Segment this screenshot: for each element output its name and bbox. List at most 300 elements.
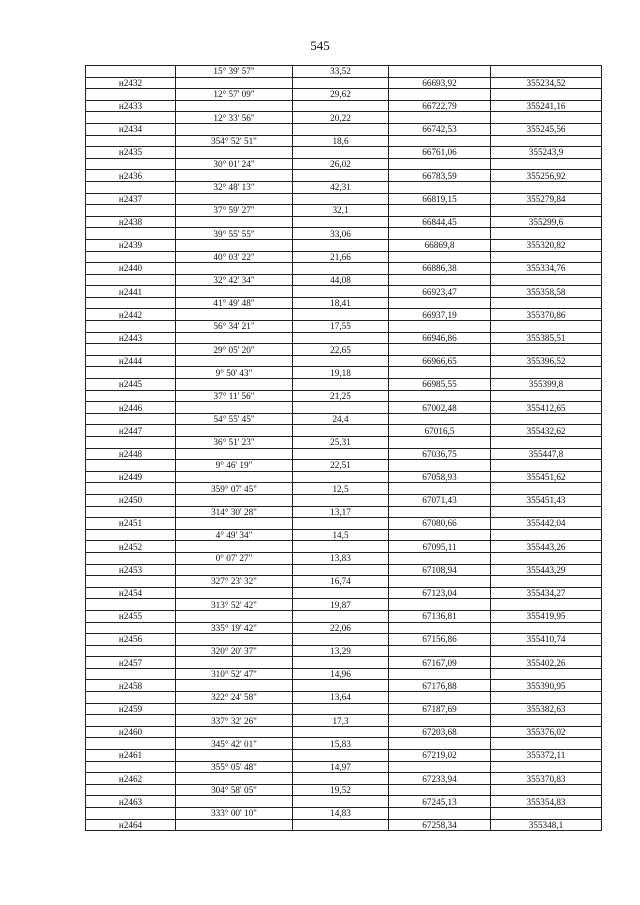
direction-angle: 56° 34' 21" — [176, 321, 293, 333]
empty-cell — [293, 564, 389, 576]
empty-cell — [491, 344, 602, 356]
point-row — [86, 819, 602, 831]
empty-cell — [491, 761, 602, 773]
empty-cell — [389, 112, 491, 124]
empty-cell — [86, 529, 176, 541]
empty-cell — [389, 622, 491, 634]
empty-cell — [389, 808, 491, 820]
coordinate-y: 355334,76 — [491, 263, 602, 275]
empty-cell — [86, 297, 176, 309]
empty-cell — [176, 402, 293, 414]
empty-cell — [389, 761, 491, 773]
coordinate-y: 355451,62 — [491, 471, 602, 483]
empty-cell — [389, 158, 491, 170]
point-row — [86, 541, 602, 553]
segment-row — [86, 321, 602, 333]
empty-cell — [176, 448, 293, 460]
point-row — [86, 332, 602, 344]
segment-row — [86, 251, 602, 263]
point-id: н2458 — [86, 680, 176, 692]
empty-cell — [176, 123, 293, 135]
empty-cell — [293, 239, 389, 251]
direction-angle: 314° 30' 28" — [176, 506, 293, 518]
point-row — [86, 634, 602, 646]
coordinate-x: 67108,94 — [389, 564, 491, 576]
empty-cell — [389, 437, 491, 449]
empty-cell — [293, 332, 389, 344]
segment-row — [86, 738, 602, 750]
empty-cell — [86, 251, 176, 263]
coordinate-y: 355234,52 — [491, 77, 602, 89]
point-id: н2434 — [86, 123, 176, 135]
empty-cell — [491, 228, 602, 240]
empty-cell — [176, 657, 293, 669]
coordinate-x: 67058,93 — [389, 471, 491, 483]
empty-cell — [293, 123, 389, 135]
direction-angle: 29° 05' 20" — [176, 344, 293, 356]
empty-cell — [86, 692, 176, 704]
empty-cell — [491, 158, 602, 170]
segment-row — [86, 344, 602, 356]
segment-row — [86, 437, 602, 449]
empty-cell — [491, 274, 602, 286]
empty-cell — [293, 77, 389, 89]
segment-row — [86, 808, 602, 820]
empty-cell — [176, 819, 293, 831]
segment-row — [86, 135, 602, 147]
point-row — [86, 773, 602, 785]
segment-length: 17,55 — [293, 321, 389, 333]
segment-row — [86, 715, 602, 727]
empty-cell — [491, 437, 602, 449]
point-row — [86, 518, 602, 530]
empty-cell — [491, 506, 602, 518]
point-id: н2441 — [86, 286, 176, 298]
empty-cell — [293, 170, 389, 182]
direction-angle: 0° 07' 27" — [176, 552, 293, 564]
segment-length: 33,52 — [293, 66, 389, 78]
segment-length: 13,83 — [293, 552, 389, 564]
point-id: н2460 — [86, 726, 176, 738]
coordinate-x: 66819,15 — [389, 193, 491, 205]
coordinate-y: 355370,83 — [491, 773, 602, 785]
empty-cell — [176, 634, 293, 646]
segment-row — [86, 274, 602, 286]
empty-cell — [293, 402, 389, 414]
empty-cell — [293, 680, 389, 692]
segment-row — [86, 622, 602, 634]
empty-cell — [491, 552, 602, 564]
empty-cell — [491, 599, 602, 611]
point-id: н2450 — [86, 494, 176, 506]
coordinate-y: 355434,27 — [491, 587, 602, 599]
empty-cell — [86, 645, 176, 657]
empty-cell — [389, 599, 491, 611]
empty-cell — [293, 471, 389, 483]
empty-cell — [491, 367, 602, 379]
point-id: н2453 — [86, 564, 176, 576]
coordinate-x: 67233,94 — [389, 773, 491, 785]
direction-angle: 30° 01' 24" — [176, 158, 293, 170]
empty-cell — [293, 425, 389, 437]
empty-cell — [293, 379, 389, 391]
empty-cell — [491, 205, 602, 217]
empty-cell — [86, 321, 176, 333]
coordinate-y: 355443,26 — [491, 541, 602, 553]
point-row — [86, 494, 602, 506]
empty-cell — [389, 483, 491, 495]
segment-length: 20,22 — [293, 112, 389, 124]
empty-cell — [86, 66, 176, 78]
point-id: н2437 — [86, 193, 176, 205]
empty-cell — [86, 158, 176, 170]
coordinate-x: 66886,38 — [389, 263, 491, 275]
point-row — [86, 680, 602, 692]
empty-cell — [491, 66, 602, 78]
segment-row — [86, 529, 602, 541]
empty-cell — [389, 367, 491, 379]
coordinate-y: 355299,6 — [491, 216, 602, 228]
segment-length: 29,62 — [293, 89, 389, 101]
empty-cell — [389, 181, 491, 193]
empty-cell — [491, 251, 602, 263]
empty-cell — [86, 808, 176, 820]
coordinate-x: 67002,48 — [389, 402, 491, 414]
point-row — [86, 425, 602, 437]
coordinate-y: 355320,82 — [491, 239, 602, 251]
coordinate-x: 66761,06 — [389, 147, 491, 159]
empty-cell — [389, 668, 491, 680]
empty-cell — [86, 552, 176, 564]
point-row — [86, 471, 602, 483]
empty-cell — [176, 703, 293, 715]
point-row — [86, 193, 602, 205]
coordinate-x: 67203,68 — [389, 726, 491, 738]
empty-cell — [491, 715, 602, 727]
empty-cell — [86, 599, 176, 611]
empty-cell — [293, 541, 389, 553]
empty-cell — [491, 89, 602, 101]
point-id: н2432 — [86, 77, 176, 89]
empty-cell — [389, 576, 491, 588]
segment-row — [86, 297, 602, 309]
segment-length: 24,4 — [293, 413, 389, 425]
empty-cell — [176, 216, 293, 228]
point-row — [86, 123, 602, 135]
segment-length: 19,18 — [293, 367, 389, 379]
empty-cell — [176, 680, 293, 692]
coordinate-y: 355432,62 — [491, 425, 602, 437]
point-id: н2446 — [86, 402, 176, 414]
empty-cell — [293, 819, 389, 831]
empty-cell — [293, 448, 389, 460]
segment-row — [86, 228, 602, 240]
segment-length: 14,83 — [293, 808, 389, 820]
segment-length: 44,08 — [293, 274, 389, 286]
empty-cell — [491, 529, 602, 541]
empty-cell — [293, 494, 389, 506]
point-id: н2463 — [86, 796, 176, 808]
empty-cell — [176, 773, 293, 785]
empty-cell — [86, 715, 176, 727]
empty-cell — [293, 750, 389, 762]
empty-cell — [491, 460, 602, 472]
coordinate-x: 67176,88 — [389, 680, 491, 692]
segment-length: 33,06 — [293, 228, 389, 240]
coordinate-y: 355241,16 — [491, 100, 602, 112]
coordinate-y: 355442,04 — [491, 518, 602, 530]
segment-length: 17,3 — [293, 715, 389, 727]
empty-cell — [389, 66, 491, 78]
empty-cell — [491, 321, 602, 333]
empty-cell — [176, 355, 293, 367]
empty-cell — [293, 703, 389, 715]
direction-angle: 310° 52' 47" — [176, 668, 293, 680]
segment-length: 13,64 — [293, 692, 389, 704]
empty-cell — [293, 216, 389, 228]
segment-length: 19,87 — [293, 599, 389, 611]
point-id: н2448 — [86, 448, 176, 460]
segment-row — [86, 460, 602, 472]
empty-cell — [176, 332, 293, 344]
empty-cell — [176, 425, 293, 437]
direction-angle: 304° 58' 05" — [176, 784, 293, 796]
empty-cell — [491, 784, 602, 796]
segment-row — [86, 761, 602, 773]
direction-angle: 37° 11' 56" — [176, 390, 293, 402]
empty-cell — [176, 471, 293, 483]
empty-cell — [86, 738, 176, 750]
empty-cell — [389, 321, 491, 333]
coordinate-y: 355390,95 — [491, 680, 602, 692]
point-id: н2452 — [86, 541, 176, 553]
empty-cell — [86, 89, 176, 101]
point-id: н2459 — [86, 703, 176, 715]
point-id: н2455 — [86, 610, 176, 622]
empty-cell — [176, 77, 293, 89]
direction-angle: 335° 19' 42" — [176, 622, 293, 634]
empty-cell — [389, 251, 491, 263]
empty-cell — [86, 483, 176, 495]
coordinate-y: 355354,83 — [491, 796, 602, 808]
point-row — [86, 750, 602, 762]
coordinate-y: 355419,95 — [491, 610, 602, 622]
empty-cell — [389, 715, 491, 727]
coordinate-y: 355245,56 — [491, 123, 602, 135]
coordinate-y: 355385,51 — [491, 332, 602, 344]
segment-length: 14,5 — [293, 529, 389, 541]
empty-cell — [86, 274, 176, 286]
empty-cell — [176, 239, 293, 251]
segment-row — [86, 66, 602, 78]
segment-length: 22,06 — [293, 622, 389, 634]
direction-angle: 327° 23' 32" — [176, 576, 293, 588]
empty-cell — [86, 460, 176, 472]
direction-angle: 12° 57' 09" — [176, 89, 293, 101]
empty-cell — [86, 437, 176, 449]
empty-cell — [293, 587, 389, 599]
empty-cell — [86, 413, 176, 425]
point-id: н2442 — [86, 309, 176, 321]
empty-cell — [176, 100, 293, 112]
direction-angle: 313° 52' 42" — [176, 599, 293, 611]
empty-cell — [86, 668, 176, 680]
empty-cell — [86, 181, 176, 193]
empty-cell — [86, 506, 176, 518]
coordinate-x: 66783,59 — [389, 170, 491, 182]
point-row — [86, 77, 602, 89]
coordinate-x: 66742,53 — [389, 123, 491, 135]
empty-cell — [389, 413, 491, 425]
empty-cell — [491, 112, 602, 124]
direction-angle: 15° 39' 57" — [176, 66, 293, 78]
empty-cell — [293, 355, 389, 367]
coordinate-x: 66966,65 — [389, 355, 491, 367]
page-number: 545 — [310, 38, 330, 53]
empty-cell — [491, 622, 602, 634]
direction-angle: 359° 07' 45" — [176, 483, 293, 495]
empty-cell — [491, 413, 602, 425]
empty-cell — [86, 228, 176, 240]
coordinate-x: 66946,86 — [389, 332, 491, 344]
coordinate-y: 355348,1 — [491, 819, 602, 831]
empty-cell — [293, 263, 389, 275]
direction-angle: 4° 49' 34" — [176, 529, 293, 541]
empty-cell — [389, 645, 491, 657]
empty-cell — [389, 135, 491, 147]
direction-angle: 337° 32' 26" — [176, 715, 293, 727]
empty-cell — [491, 692, 602, 704]
point-id: н2443 — [86, 332, 176, 344]
empty-cell — [176, 286, 293, 298]
point-id: н2440 — [86, 263, 176, 275]
empty-cell — [491, 668, 602, 680]
segment-length: 42,31 — [293, 181, 389, 193]
point-row — [86, 657, 602, 669]
direction-angle: 9° 46' 19" — [176, 460, 293, 472]
empty-cell — [86, 622, 176, 634]
empty-cell — [176, 750, 293, 762]
direction-angle: 345° 42' 01" — [176, 738, 293, 750]
coordinate-x: 67123,04 — [389, 587, 491, 599]
point-id: н2449 — [86, 471, 176, 483]
coordinate-x: 66985,55 — [389, 379, 491, 391]
empty-cell — [293, 286, 389, 298]
empty-cell — [86, 135, 176, 147]
point-row — [86, 170, 602, 182]
point-row — [86, 564, 602, 576]
segment-length: 18,6 — [293, 135, 389, 147]
empty-cell — [86, 761, 176, 773]
point-row — [86, 402, 602, 414]
empty-cell — [491, 738, 602, 750]
direction-angle: 41° 49' 48" — [176, 297, 293, 309]
empty-cell — [389, 692, 491, 704]
coordinate-y: 355410,74 — [491, 634, 602, 646]
segment-row — [86, 367, 602, 379]
direction-angle: 54° 55' 45" — [176, 413, 293, 425]
coordinate-x: 66722,79 — [389, 100, 491, 112]
point-row — [86, 587, 602, 599]
empty-cell — [389, 784, 491, 796]
segment-row — [86, 784, 602, 796]
point-id: н2439 — [86, 239, 176, 251]
coordinate-x: 67219,02 — [389, 750, 491, 762]
coordinate-x: 67071,43 — [389, 494, 491, 506]
empty-cell — [389, 738, 491, 750]
coordinate-y: 355370,86 — [491, 309, 602, 321]
point-id: н2454 — [86, 587, 176, 599]
segment-row — [86, 413, 602, 425]
coordinate-y: 355451,43 — [491, 494, 602, 506]
point-id: н2433 — [86, 100, 176, 112]
direction-angle: 9° 50' 43" — [176, 367, 293, 379]
point-id: н2444 — [86, 355, 176, 367]
coordinate-x: 66693,92 — [389, 77, 491, 89]
point-id: н2457 — [86, 657, 176, 669]
segment-row — [86, 506, 602, 518]
point-row — [86, 726, 602, 738]
empty-cell — [491, 483, 602, 495]
coordinate-x: 67156,86 — [389, 634, 491, 646]
coordinate-x: 66844,45 — [389, 216, 491, 228]
empty-cell — [293, 657, 389, 669]
empty-cell — [389, 390, 491, 402]
empty-cell — [491, 297, 602, 309]
segment-row — [86, 668, 602, 680]
coordinate-y: 355376,02 — [491, 726, 602, 738]
point-row — [86, 703, 602, 715]
segment-row — [86, 576, 602, 588]
segment-length: 32,1 — [293, 205, 389, 217]
segment-row — [86, 181, 602, 193]
empty-cell — [491, 576, 602, 588]
direction-angle: 32° 48' 13" — [176, 181, 293, 193]
empty-cell — [389, 89, 491, 101]
point-row — [86, 309, 602, 321]
empty-cell — [389, 205, 491, 217]
empty-cell — [293, 147, 389, 159]
empty-cell — [293, 796, 389, 808]
segment-length: 18,41 — [293, 297, 389, 309]
empty-cell — [176, 610, 293, 622]
direction-angle: 320° 20' 37" — [176, 645, 293, 657]
empty-cell — [176, 379, 293, 391]
point-id: н2438 — [86, 216, 176, 228]
point-row — [86, 263, 602, 275]
point-id: н2461 — [86, 750, 176, 762]
segment-length: 12,5 — [293, 483, 389, 495]
segment-length: 26,02 — [293, 158, 389, 170]
empty-cell — [86, 205, 176, 217]
empty-cell — [176, 147, 293, 159]
point-id: н2456 — [86, 634, 176, 646]
segment-row — [86, 483, 602, 495]
empty-cell — [176, 541, 293, 553]
empty-cell — [293, 100, 389, 112]
point-row — [86, 286, 602, 298]
direction-angle: 355° 05' 48" — [176, 761, 293, 773]
coordinate-x: 67016,5 — [389, 425, 491, 437]
empty-cell — [389, 274, 491, 286]
empty-cell — [293, 193, 389, 205]
coordinate-y: 355382,63 — [491, 703, 602, 715]
coordinate-y: 355372,11 — [491, 750, 602, 762]
segment-length: 15,83 — [293, 738, 389, 750]
empty-cell — [491, 135, 602, 147]
empty-cell — [86, 367, 176, 379]
empty-cell — [86, 784, 176, 796]
